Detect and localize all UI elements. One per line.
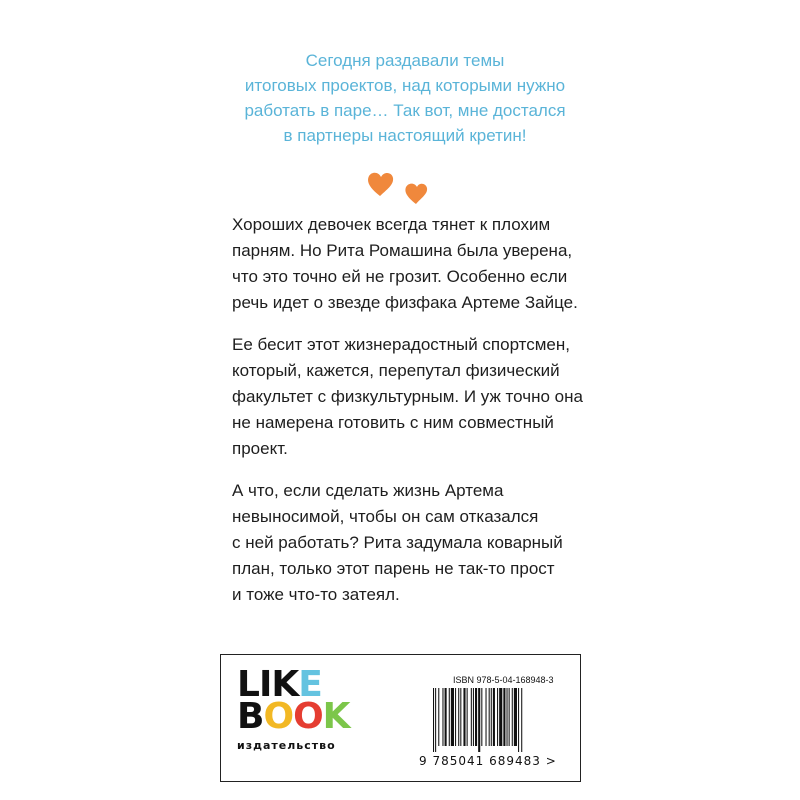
- text-line: Ее бесит этот жизнерадостный спортсмен,: [232, 335, 570, 354]
- barcode-bar: [489, 688, 490, 746]
- text-line: не намерена готовить с ним совместный: [232, 413, 554, 432]
- logo-letter: E: [298, 664, 322, 705]
- barcode-bar: [460, 688, 461, 746]
- tagline-line: итоговых проектов, над которыми нужно: [244, 76, 566, 95]
- description-paragraph-1: [232, 212, 592, 316]
- barcode-bar: [463, 688, 465, 746]
- description-paragraph-3: [232, 478, 592, 608]
- barcode-bar: [493, 688, 495, 746]
- barcode-bar: [499, 688, 502, 746]
- barcode-bar: [491, 688, 492, 746]
- logo-letter: K: [271, 664, 299, 705]
- text-line: А что, если сделать жизнь Артема: [232, 481, 504, 500]
- text-line: Хороших девочек всегда тянет к плохим: [232, 215, 551, 234]
- logo-subtitle: издательство: [237, 739, 336, 752]
- text-line: с ней работать? Рита задумала коварный: [232, 533, 563, 552]
- barcode-number: 9 785041 689483 >: [419, 754, 557, 768]
- barcode-bar: [475, 688, 477, 746]
- barcode-bar: [512, 688, 513, 746]
- text-line: речь идет о звезде физфака Артеме Зайце.: [232, 293, 578, 312]
- tagline-line: в партнеры настоящий кретин!: [283, 126, 527, 145]
- barcode-icon: [433, 688, 559, 752]
- barcode-bar: [518, 688, 519, 752]
- text-line: невыносимой, чтобы он сам отказался: [232, 507, 539, 526]
- tagline-line: работать в паре… Так вот, мне достался: [244, 101, 566, 120]
- barcode-bar: [433, 688, 434, 752]
- barcode-bar: [473, 688, 474, 746]
- logo-letter: K: [322, 696, 350, 737]
- logo-letter: O: [263, 696, 294, 737]
- barcode-bar: [481, 688, 482, 746]
- tagline-line: Сегодня раздавали темы: [305, 51, 505, 70]
- text-line: план, только этот парень не так-то прост: [232, 559, 555, 578]
- barcode-bar: [438, 688, 439, 746]
- logo-row-book: [237, 696, 350, 737]
- barcode-bar: [455, 688, 456, 746]
- logo-letter: B: [237, 696, 264, 737]
- barcode-bar: [467, 688, 468, 746]
- barcode-bar: [442, 688, 443, 746]
- barcode-bar: [449, 688, 450, 746]
- barcode-bar: [514, 688, 517, 746]
- isbn-label: ISBN 978-5-04-168948-3: [453, 675, 554, 685]
- description-paragraph-2: [232, 332, 592, 462]
- publisher-info-box: [220, 654, 581, 782]
- barcode-bar: [451, 688, 454, 746]
- heart-right-icon: [405, 184, 427, 204]
- text-line: что это точно ей не грозит. Особенно если: [232, 267, 568, 286]
- barcode-bar: [497, 688, 498, 746]
- text-line: и тоже что-то затеял.: [232, 585, 400, 604]
- text-line: факультет с физкультурным. И уж точно она: [232, 387, 583, 406]
- barcode-bar: [478, 688, 480, 752]
- barcode-bar: [471, 688, 472, 746]
- logo-letter: O: [293, 696, 323, 737]
- barcode-bar: [507, 688, 508, 746]
- tagline: [230, 48, 580, 148]
- barcode-bar: [435, 688, 436, 752]
- barcode-bar: [509, 688, 510, 746]
- logo-letter: L: [237, 664, 259, 705]
- barcode-bar: [503, 688, 505, 746]
- heart-left-icon: [368, 173, 393, 196]
- text-line: парням. Но Рита Ромашина была уверена,: [232, 241, 573, 260]
- barcode-bar: [458, 688, 459, 746]
- hearts-icon: [366, 168, 432, 208]
- barcode-bar: [521, 688, 522, 752]
- text-line: проект.: [232, 439, 288, 458]
- text-line: который, кажется, перепутал физический: [232, 361, 560, 380]
- logo-letter: I: [258, 664, 272, 705]
- barcode-bar: [486, 688, 487, 746]
- barcode-bar: [445, 688, 447, 746]
- publisher-logo: [237, 664, 350, 752]
